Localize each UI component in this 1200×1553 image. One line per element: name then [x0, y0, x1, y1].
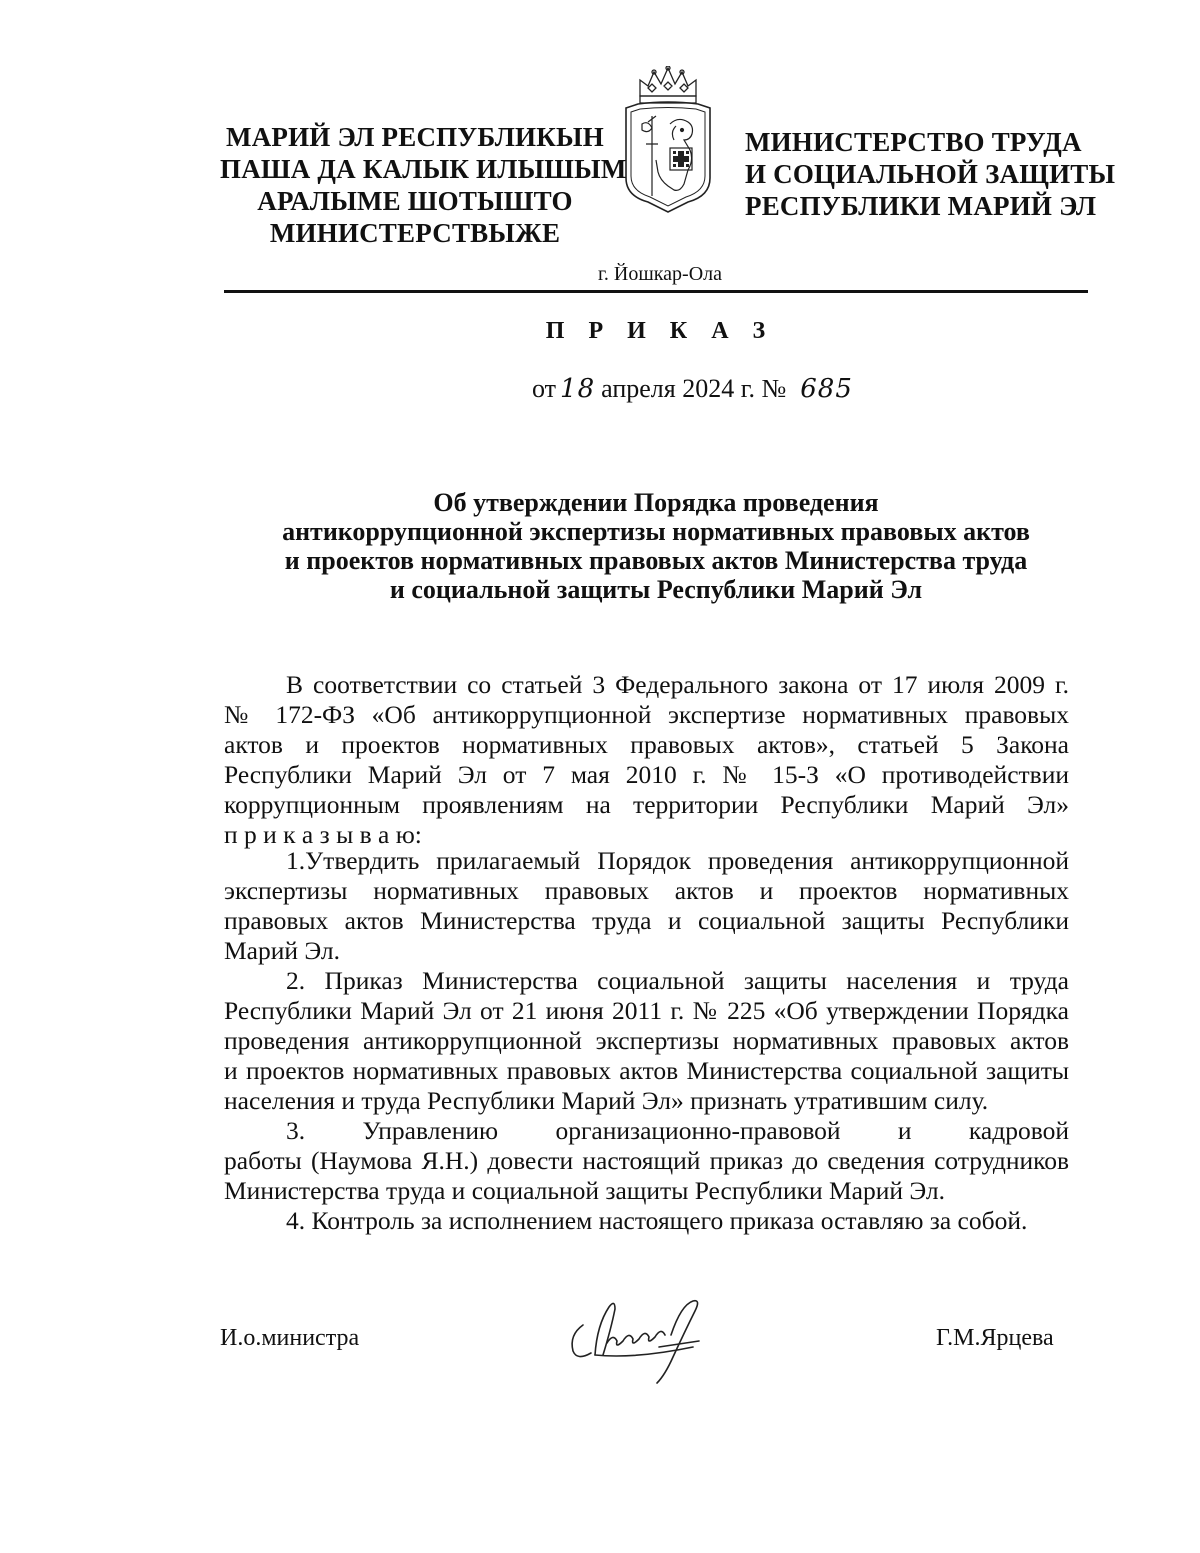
body-line: населения и труда Республики Марий Эл» признать утратившим силу. — [224, 1086, 989, 1115]
header-divider — [224, 290, 1088, 293]
body-line: экспертизы нормативных правовых актов и проектов нормативных — [224, 876, 1069, 905]
left-org-line: МИНИСТЕРСТВЫЖЕ — [269, 218, 561, 248]
body-line: актов и проектов нормативных правовых актов», статьей 5 Закона — [224, 730, 1069, 759]
right-org-line: МИНИСТЕРСТВО ТРУДА — [745, 127, 1082, 157]
coat-of-arms-icon — [618, 66, 718, 216]
title-line: и социальной защиты Республики Марий Эл — [389, 575, 923, 604]
right-organization-name — [745, 126, 1116, 222]
document-type: П Р И К А З — [545, 318, 775, 344]
body-line: коррупционным проявлениям на территории Республики Марий Эл» — [224, 790, 1069, 819]
body-line: Республики Марий Эл от 21 июня 2011 г. № 225 «Об утверждении Порядка — [224, 996, 1069, 1025]
title-line: Об утверждении Порядка проведения — [433, 488, 879, 517]
preamble-paragraph — [224, 670, 1069, 850]
body-line: Марий Эл. — [224, 936, 341, 965]
city-name: г. Йошкар-Ола — [597, 263, 723, 285]
handwritten-signature — [555, 1285, 720, 1385]
title-line: и проектов нормативных правовых актов Министерства труда — [284, 546, 1028, 575]
body-line: и проектов нормативных правовых актов Министерства социальной защиты — [224, 1056, 1069, 1085]
body-line: 2. Приказ Министерства социальной защиты населения и труда — [286, 966, 1069, 995]
title-line: антикоррупционной экспертизы нормативных правовых актов — [282, 517, 1030, 546]
signatory-name: Г.М.Ярцева — [936, 1325, 1054, 1351]
document-date-number — [532, 374, 853, 404]
body-line: № 172-ФЗ «Об антикоррупционной экспертизе нормативных правовых — [224, 700, 1069, 729]
body-line: проведения антикоррупционной экспертизы нормативных правовых актов — [224, 1026, 1069, 1055]
body-line: Министерства труда и социальной защиты Республики Марий Эл. — [224, 1176, 946, 1205]
date-rest: апреля 2024 г. № — [601, 374, 787, 403]
document-title — [224, 488, 1088, 604]
body-line: 1.Утвердить прилагаемый Порядок проведения антикоррупционной — [286, 846, 1069, 875]
body-line: работы (Наумова Я.Н.) довести настоящий приказ до сведения сотрудников — [224, 1146, 1069, 1175]
handwritten-day: 18 — [560, 374, 596, 404]
body-line: п р и к а з ы в а ю: — [224, 820, 422, 849]
right-org-line: И СОЦИАЛЬНОЙ ЗАЩИТЫ — [745, 159, 1116, 189]
item-1-paragraph — [224, 846, 1069, 966]
handwritten-number: 685 — [800, 374, 853, 404]
body-line: В соответствии со статьей 3 Федерального закона от 17 июля 2009 г. — [286, 670, 1069, 699]
body-line: 3. Управлению организационно-правовой и кадровой — [286, 1116, 1069, 1145]
right-org-line: РЕСПУБЛИКИ МАРИЙ ЭЛ — [745, 191, 1097, 221]
item-3-paragraph — [224, 1116, 1069, 1206]
left-organization-name — [220, 121, 627, 249]
body-line: 4. Контроль за исполнением настоящего приказа оставляю за собой. — [286, 1206, 1028, 1235]
left-org-line: МАРИЙ ЭЛ РЕСПУБЛИКЫН — [226, 122, 604, 152]
left-org-line: АРАЛЫМЕ ШОТЫШТО — [257, 186, 573, 216]
date-prefix: от — [532, 374, 557, 403]
body-line: Республики Марий Эл от 7 мая 2010 г. № 15-З «О противодействии — [224, 760, 1069, 789]
left-org-line: ПАША ДА КАЛЫК ИЛЫШЫМ — [220, 154, 627, 184]
body-line: правовых актов Министерства труда и социальной защиты Республики — [224, 906, 1069, 935]
signatory-title: И.о.министра — [220, 1325, 360, 1351]
item-2-paragraph — [224, 966, 1069, 1116]
item-4-paragraph — [224, 1206, 1069, 1236]
